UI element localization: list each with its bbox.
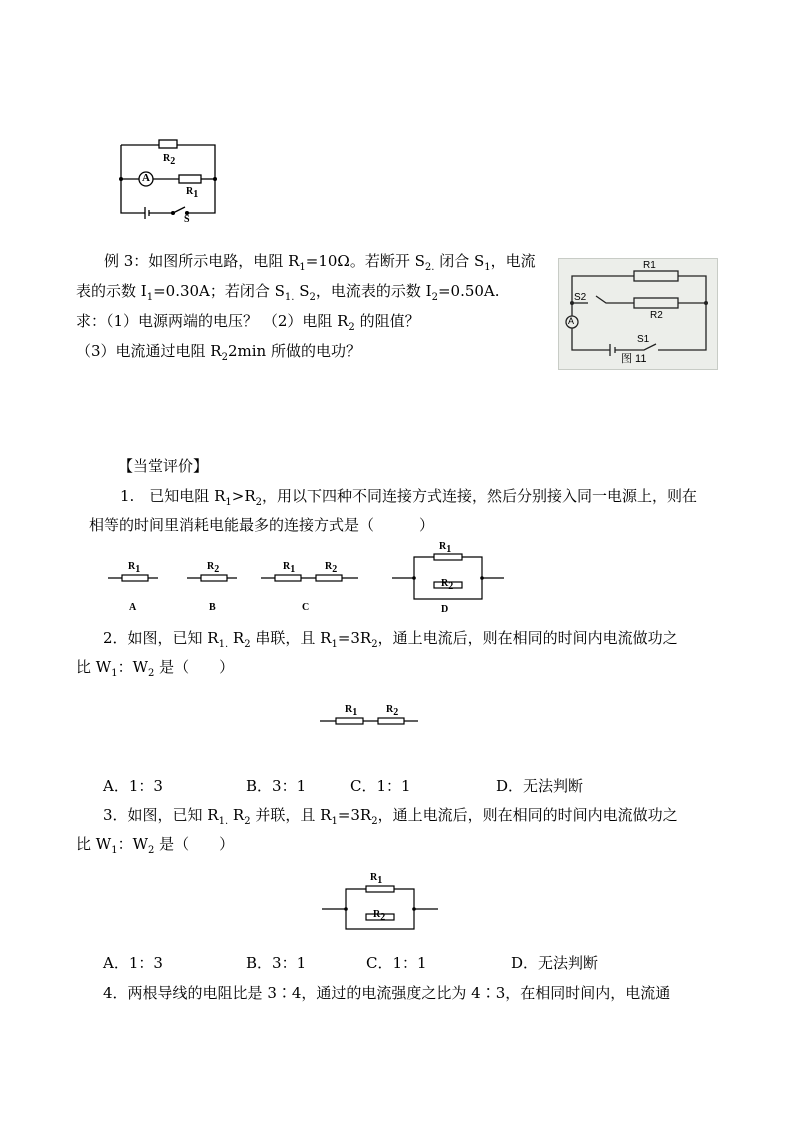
q1-line1: 1. 已知电阻 $R_1>R_2$，用以下四种不同连接方式连接，然后分别接入同一电源上，则在 [120, 487, 698, 508]
q1-b-res-label: $R_2$ [207, 561, 220, 575]
ex3-line2: 表的示数 $I_1=0.30A$；若闭合 $S_{1.}$ $S_2$，电流表的示数 $I_2=0.50A$. [76, 282, 500, 303]
q1-label-d: D [441, 604, 449, 615]
q2-series-diagram [320, 715, 418, 727]
q1-diagram-b [187, 572, 237, 584]
ex3-line3: 求：（1）电源两端的电压？ （2）电阻 $R_2$ 的阻值？ [76, 312, 420, 333]
top-fig-r1-label: $R_1$ [186, 186, 199, 200]
q1-label-a: A [129, 602, 137, 613]
q1-c-res2-label: $R_2$ [325, 561, 338, 575]
q3-line2: 比 $W_1$：$W_2$ 是（ ） [76, 835, 235, 856]
q4-line1: 4．两根导线的电阻比是 3∶4，通过的电流强度之比为 4∶3，在相同时间内，电流通 [103, 984, 671, 1002]
q2-line1: 2．如图，已知 $R_{1.}$ $R_2$ 串联，且 $R_1=3R_2$，通上电流后，则在相同的时间内电流做功之 [103, 629, 678, 650]
q1-label-b: B [209, 602, 216, 613]
top-circuit-figure [115, 135, 225, 230]
q1-a-res-label: $R_1$ [128, 561, 141, 575]
top-fig-r2-label: $R_2$ [163, 153, 176, 167]
q3-option-a: A．1：3 [103, 954, 163, 972]
q3-line1: 3．如图，已知 $R_{1.}$ $R_2$ 并联，且 $R_1=3R_2$，通上电流后，则在相同的时间内电流做功之 [103, 806, 678, 827]
q2-option-d: D．无法判断 [496, 777, 584, 795]
q1-line2: 相等的时间里消耗电能最多的连接方式是（ ） [89, 516, 435, 534]
q3-option-c: C．1：1 [366, 954, 427, 972]
fig11-caption: 图 11 [621, 353, 647, 365]
q2-r1-label: $R_1$ [345, 704, 358, 718]
fig11-r2-label: R2 [650, 310, 663, 321]
top-fig-switch-label: S [184, 214, 190, 225]
q3-option-b: B．3：1 [246, 954, 307, 972]
q2-option-a: A．1：3 [103, 777, 163, 795]
q1-label-c: C [302, 602, 310, 613]
fig11-r1-label: R1 [643, 260, 656, 271]
q2-option-c: C．1：1 [350, 777, 411, 795]
top-fig-ammeter-label: A [142, 172, 150, 184]
ex3-line4: （3）电流通过电阻 $R_22\min$ 所做的电功？ [76, 342, 361, 363]
q1-c-res1-label: $R_1$ [283, 561, 296, 575]
fig11-s2-label: S2 [574, 292, 587, 303]
section-title: 【当堂评价】 [118, 457, 209, 475]
fig11-s1-label: S1 [637, 334, 650, 345]
q1-d-res1-label: $R_1$ [439, 541, 452, 555]
q1-diagram-a [108, 572, 158, 584]
fig11-ammeter-label: A [568, 316, 575, 326]
ex3-line1: 例 3：如图所示电路，电阻 $R_1=10\Omega$。若断开 $S_{2.}$ 闭合 $S_1$，电流 [104, 252, 536, 273]
q1-d-res2-label: $R_2$ [441, 578, 454, 592]
q2-r2-label: $R_2$ [386, 704, 399, 718]
q2-option-b: B．3：1 [246, 777, 307, 795]
q1-diagram-c [261, 572, 358, 584]
q3-r1-label: $R_1$ [370, 872, 383, 886]
q3-option-d: D．无法判断 [511, 954, 599, 972]
q3-r2-label: $R_2$ [373, 909, 386, 923]
q2-line2: 比 $W_1$：$W_2$ 是（ ） [76, 658, 235, 679]
